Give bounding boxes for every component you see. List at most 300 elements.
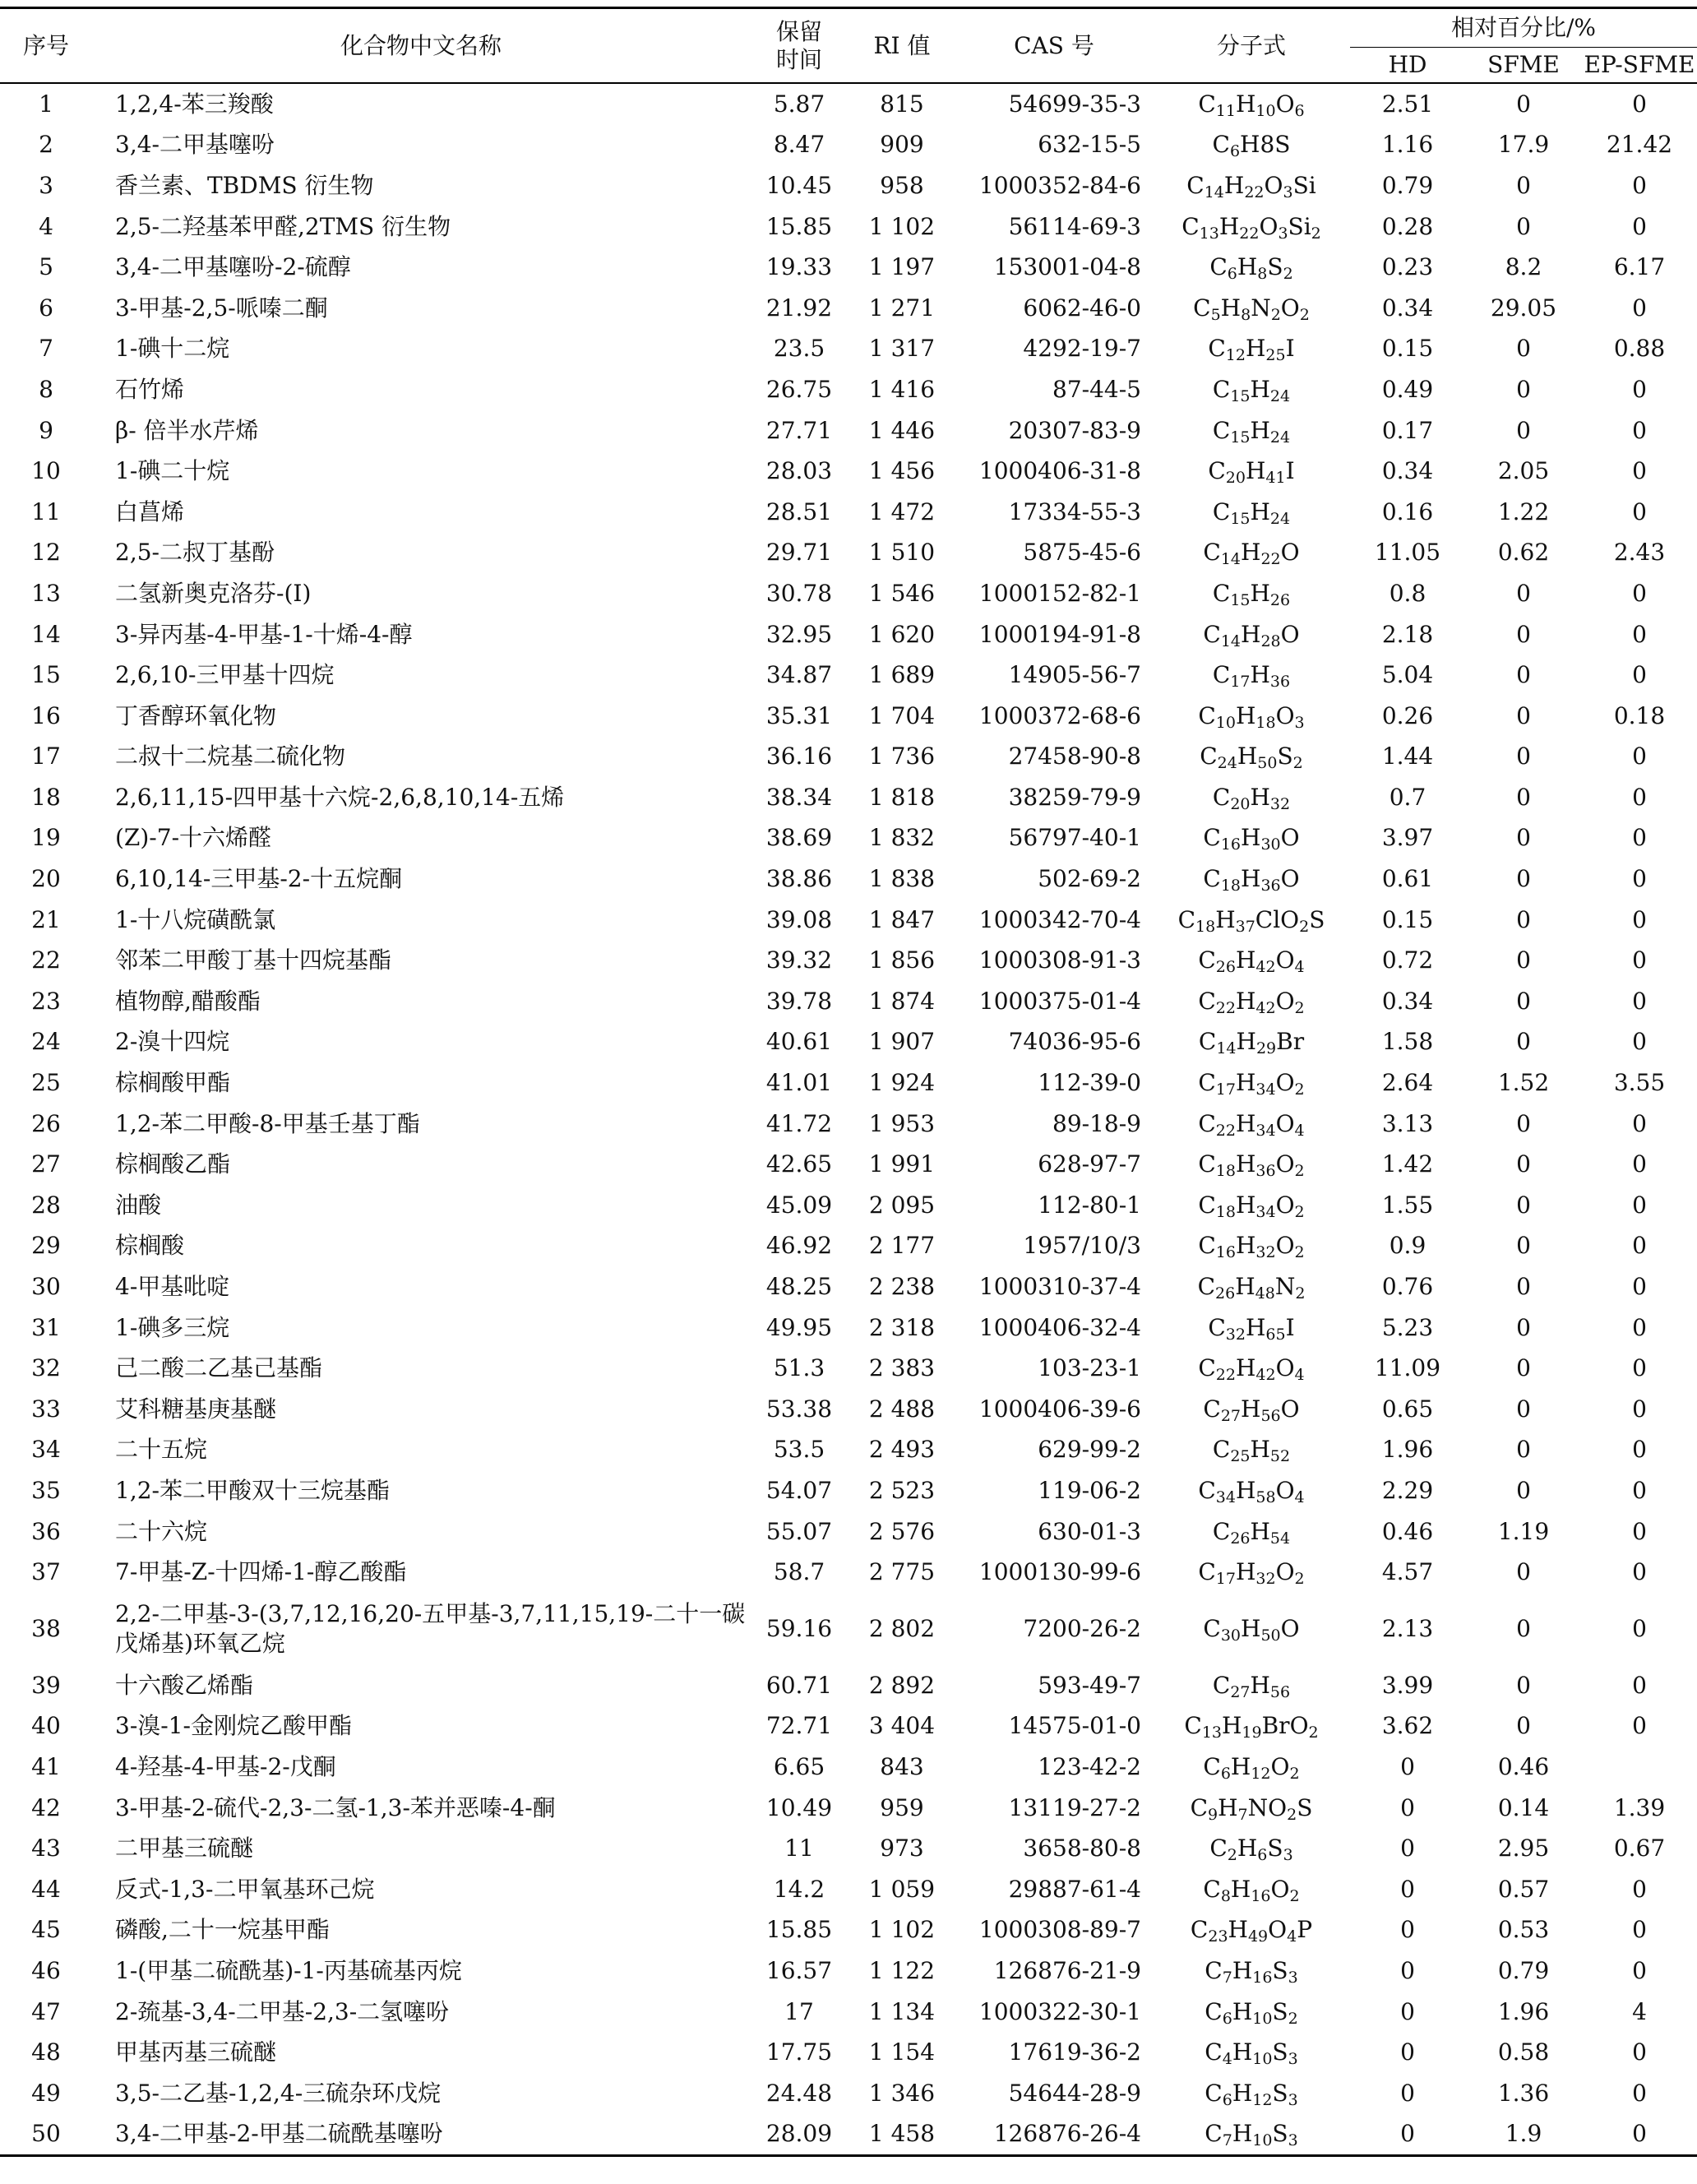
molecular-formula: $C_6H_8S_2$ bbox=[1209, 253, 1293, 284]
row-number: 50 bbox=[0, 2114, 92, 2156]
molecular-formula: $C_5H_8N_2O_2$ bbox=[1193, 294, 1310, 324]
molecular-formula: $C_{23}H_{49}O_4P$ bbox=[1190, 1916, 1313, 1946]
row-number: 25 bbox=[31, 1069, 61, 1097]
cas-number: 87-44-5 bbox=[1052, 375, 1141, 403]
ri-value: 2 523 bbox=[868, 1476, 936, 1504]
table-row bbox=[0, 737, 1697, 778]
compound-name: 石竹烯 bbox=[115, 375, 185, 403]
compound-name: 己二酸二乙基己基酯 bbox=[115, 1354, 323, 1382]
hd-percent: 0.49 bbox=[1381, 375, 1434, 403]
retention-time: 32.95 bbox=[765, 620, 833, 648]
table-row bbox=[0, 1910, 1697, 1951]
hd-percent: 0.61 bbox=[1381, 865, 1434, 893]
ep-sfme-percent: 0 bbox=[1632, 171, 1647, 199]
compound-name: 棕榈酸乙酯 bbox=[115, 1150, 231, 1178]
cas-number: 1000308-91-3 bbox=[978, 946, 1141, 974]
sfme-percent: 0 bbox=[1516, 1614, 1531, 1642]
hd-percent: 0.28 bbox=[1381, 212, 1434, 240]
retention-time: 41.72 bbox=[765, 1109, 833, 1137]
table-row bbox=[0, 1185, 1697, 1226]
table-row bbox=[0, 288, 1697, 329]
sfme-percent: 0.58 bbox=[1497, 2038, 1550, 2066]
row-number: 16 bbox=[31, 701, 61, 729]
molecular-formula: $C_{30}H_{50}O$ bbox=[1203, 1614, 1300, 1645]
compound-table bbox=[0, 7, 1697, 2157]
ep-sfme-percent: 0 bbox=[1632, 1354, 1647, 1382]
ep-sfme-percent: 0 bbox=[1632, 865, 1647, 893]
table-row bbox=[0, 1828, 1697, 1869]
hd-percent: 0.8 bbox=[1389, 579, 1426, 607]
ep-sfme-percent: 0 bbox=[1632, 579, 1647, 607]
molecular-formula: $C_{32}H_{65}I$ bbox=[1208, 1313, 1295, 1344]
table-body bbox=[0, 83, 1697, 2156]
retention-time: 45.09 bbox=[765, 1191, 833, 1219]
cas-number: 1000406-32-4 bbox=[978, 1313, 1141, 1341]
row-number: 40 bbox=[31, 1712, 61, 1740]
ep-sfme-percent: 0 bbox=[1632, 661, 1647, 689]
hd-percent: 2.18 bbox=[1381, 620, 1434, 648]
compound-name: 油酸 bbox=[115, 1191, 162, 1219]
sfme-percent: 0 bbox=[1516, 946, 1531, 974]
header-sfme: SFME bbox=[1487, 51, 1560, 78]
sfme-percent: 0 bbox=[1516, 335, 1531, 363]
retention-time: 30.78 bbox=[765, 579, 833, 607]
hd-percent: 2.64 bbox=[1381, 1069, 1434, 1097]
row-number: 17 bbox=[31, 743, 61, 770]
cas-number: 4292-19-7 bbox=[1023, 335, 1141, 363]
ep-sfme-percent: 0 bbox=[1632, 987, 1647, 1015]
cas-number: 1000194-91-8 bbox=[978, 620, 1141, 648]
cas-number: 1000372-68-6 bbox=[978, 701, 1141, 729]
hd-percent: 1.16 bbox=[1381, 131, 1434, 159]
molecular-formula: $C_{13}H_{19}BrO_2$ bbox=[1184, 1712, 1319, 1742]
ri-value: 2 775 bbox=[868, 1558, 936, 1586]
sfme-percent: 0 bbox=[1516, 905, 1531, 933]
table-row bbox=[0, 1747, 1697, 1788]
table-row bbox=[0, 1104, 1697, 1145]
ri-value: 2 318 bbox=[868, 1313, 936, 1341]
retention-time: 28.09 bbox=[750, 2114, 848, 2156]
compound-name: 棕榈酸甲酯 bbox=[115, 1069, 231, 1097]
header-cas: CAS 号 bbox=[955, 8, 1153, 84]
compound-name: 二叔十二烷基二硫化物 bbox=[115, 743, 346, 770]
molecular-formula: $C_{14}H_{28}O$ bbox=[1203, 620, 1300, 650]
molecular-formula: $C_{26}H_{54}$ bbox=[1212, 1517, 1291, 1548]
row-number: 46 bbox=[31, 1956, 61, 1984]
row-number: 26 bbox=[31, 1109, 61, 1137]
table-row bbox=[0, 818, 1697, 859]
table-row bbox=[0, 1788, 1697, 1829]
retention-time: 26.75 bbox=[765, 375, 833, 403]
retention-time: 28.03 bbox=[765, 457, 833, 485]
hd-percent: 0.15 bbox=[1381, 335, 1434, 363]
ep-sfme-percent: 0 bbox=[1632, 1712, 1647, 1740]
row-number: 31 bbox=[31, 1313, 61, 1341]
cas-number: 20307-83-9 bbox=[1008, 416, 1141, 444]
sfme-percent: 0 bbox=[1516, 212, 1531, 240]
table-row bbox=[0, 329, 1697, 370]
table-row bbox=[0, 2032, 1697, 2073]
cas-number: 1000352-84-6 bbox=[978, 171, 1141, 199]
compound-name: 1,2,4-苯三羧酸 bbox=[92, 83, 750, 125]
ri-value: 1 991 bbox=[868, 1150, 936, 1178]
sfme-percent: 0 bbox=[1516, 1395, 1531, 1423]
cas-number: 593-49-7 bbox=[1038, 1671, 1141, 1699]
row-number: 7 bbox=[39, 335, 53, 363]
table-row bbox=[0, 2073, 1697, 2114]
hd-percent: 0.46 bbox=[1381, 1517, 1434, 1545]
cas-number: 126876-21-9 bbox=[993, 1956, 1141, 1984]
molecular-formula: $C_{26}H_{42}O_4$ bbox=[1198, 946, 1305, 977]
sfme-percent: 1.19 bbox=[1497, 1517, 1550, 1545]
molecular-formula: $C_{20}H_{41}I$ bbox=[1208, 457, 1295, 488]
row-number: 11 bbox=[31, 497, 61, 525]
retention-time: 60.71 bbox=[765, 1671, 833, 1699]
retention-time: 29.71 bbox=[765, 539, 833, 567]
header-formula: 分子式 bbox=[1153, 8, 1350, 84]
hd-percent: 0.17 bbox=[1381, 416, 1434, 444]
hd-percent: 0.76 bbox=[1381, 1273, 1434, 1301]
table-row bbox=[0, 1470, 1697, 1511]
header-retention-time bbox=[750, 8, 848, 84]
compound-name: 反式-1,3-二甲氧基环己烷 bbox=[115, 1875, 375, 1903]
molecular-formula: $C_{15}H_{24}$ bbox=[1212, 416, 1291, 447]
molecular-formula: $C_{10}H_{18}O_3$ bbox=[1198, 701, 1305, 732]
ri-value: 1 456 bbox=[868, 457, 936, 485]
hd-percent: 3.13 bbox=[1381, 1109, 1434, 1137]
header-rt-line1: 保留 bbox=[775, 17, 822, 45]
compound-name: 白菖烯 bbox=[115, 497, 185, 525]
molecular-formula: $C_{17}H_{34}O_2$ bbox=[1198, 1069, 1305, 1099]
retention-time: 41.01 bbox=[765, 1069, 833, 1097]
molecular-formula: $C_{14}H_{22}O$ bbox=[1203, 539, 1300, 569]
retention-time: 8.47 bbox=[773, 131, 825, 159]
ri-value: 1 620 bbox=[868, 620, 936, 648]
molecular-formula: $C_{15}H_{24}$ bbox=[1212, 497, 1291, 528]
row-number: 15 bbox=[31, 661, 61, 689]
compound-name: 棕榈酸 bbox=[115, 1232, 185, 1260]
cas-number: 629-99-2 bbox=[1038, 1436, 1141, 1464]
molecular-formula: $C_{17}H_{36}$ bbox=[1212, 661, 1291, 692]
hd-percent: 0.65 bbox=[1381, 1395, 1434, 1423]
molecular-formula: $C_{25}H_{52}$ bbox=[1212, 1436, 1291, 1466]
retention-time: 10.49 bbox=[765, 1793, 833, 1821]
retention-time: 11 bbox=[784, 1835, 814, 1862]
compound-name: 7-甲基-Z-十四烯-1-醇乙酸酯 bbox=[115, 1558, 407, 1586]
retention-time: 59.16 bbox=[765, 1614, 833, 1642]
sfme-percent: 0 bbox=[1516, 824, 1531, 852]
retention-time: 34.87 bbox=[765, 661, 833, 689]
cas-number: 3658-80-8 bbox=[1023, 1835, 1141, 1862]
table-row bbox=[0, 1950, 1697, 1992]
ri-value: 1 122 bbox=[868, 1956, 936, 1984]
table-row bbox=[0, 1226, 1697, 1267]
cas-number: 38259-79-9 bbox=[1008, 783, 1141, 811]
table-row bbox=[0, 410, 1697, 451]
molecular-formula: $C_{22}H_{34}O_4$ bbox=[1198, 1109, 1305, 1140]
hd-percent: 5.23 bbox=[1381, 1313, 1434, 1341]
row-number: 44 bbox=[31, 1875, 61, 1903]
compound-name: 2-溴十四烷 bbox=[115, 1028, 230, 1056]
molecular-formula: $C_6H_{10}S_2$ bbox=[1205, 1997, 1298, 2028]
retention-time: 38.86 bbox=[765, 865, 833, 893]
table-row bbox=[0, 614, 1697, 655]
ri-value: 1 271 bbox=[868, 294, 936, 322]
retention-time: 53.5 bbox=[773, 1436, 825, 1464]
sfme-percent: 0 bbox=[1516, 987, 1531, 1015]
ep-sfme-percent: 0.88 bbox=[1613, 335, 1666, 363]
sfme-percent: 0.14 bbox=[1497, 1793, 1550, 1821]
ep-sfme-percent: 21.42 bbox=[1606, 131, 1673, 159]
cas-number: 56114-69-3 bbox=[1008, 212, 1141, 240]
compound-name: 1,2-苯二甲酸-8-甲基壬基丁酯 bbox=[115, 1109, 420, 1137]
hd-percent: 1.55 bbox=[1381, 1191, 1434, 1219]
compound-name: 4-羟基-4-甲基-2-戊酮 bbox=[115, 1752, 336, 1780]
cas-number: 27458-90-8 bbox=[1008, 743, 1141, 770]
ri-value: 2 095 bbox=[868, 1191, 936, 1219]
ep-sfme-percent: 0 bbox=[1632, 1150, 1647, 1178]
retention-time: 6.65 bbox=[773, 1752, 825, 1780]
sfme-percent: 0 bbox=[1516, 1558, 1531, 1586]
ri-value: 1 059 bbox=[868, 1875, 936, 1903]
molecular-formula: $C_9H_7NO_2S$ bbox=[1190, 1793, 1313, 1824]
cas-number: 74036-95-6 bbox=[1008, 1028, 1141, 1056]
cas-number: 1000308-89-7 bbox=[978, 1916, 1141, 1944]
hd-percent: 1.96 bbox=[1381, 1436, 1434, 1464]
cas-number: 17334-55-3 bbox=[1008, 497, 1141, 525]
retention-time: 38.34 bbox=[765, 783, 833, 811]
ep-sfme-percent bbox=[1582, 1747, 1697, 1788]
compound-name: 2,6,10-三甲基十四烷 bbox=[115, 661, 335, 689]
table-row bbox=[0, 369, 1697, 410]
hd-percent: 0.23 bbox=[1381, 253, 1434, 281]
compound-name: 3-甲基-2,5-哌嗪二酮 bbox=[115, 294, 328, 322]
hd-percent: 1.58 bbox=[1381, 1028, 1434, 1056]
ep-sfme-percent: 0 bbox=[1632, 457, 1647, 485]
cas-number: 153001-04-8 bbox=[993, 253, 1141, 281]
header-ri: RI 值 bbox=[848, 8, 955, 84]
row-number: 34 bbox=[31, 1436, 61, 1464]
retention-time: 72.71 bbox=[765, 1712, 833, 1740]
ep-sfme-percent: 3.55 bbox=[1613, 1069, 1666, 1097]
header-relative-percent: 相对百分比/% bbox=[1350, 8, 1697, 48]
hd-percent: 0 bbox=[1400, 1752, 1415, 1780]
sfme-percent: 0 bbox=[1516, 1232, 1531, 1260]
sfme-percent: 0.46 bbox=[1497, 1752, 1550, 1780]
row-number: 43 bbox=[31, 1835, 61, 1862]
ep-sfme-percent: 0 bbox=[1632, 1191, 1647, 1219]
row-number: 38 bbox=[31, 1614, 61, 1642]
retention-time: 39.78 bbox=[765, 987, 833, 1015]
table-header bbox=[0, 8, 1697, 84]
ep-sfme-percent: 0.67 bbox=[1613, 1835, 1666, 1862]
cas-number: 14575-01-0 bbox=[1008, 1712, 1141, 1740]
table-row bbox=[0, 696, 1697, 737]
hd-percent: 11.05 bbox=[1374, 539, 1441, 567]
cas-number: 1000322-30-1 bbox=[978, 1997, 1141, 2025]
retention-time: 36.16 bbox=[765, 743, 833, 770]
row-number: 10 bbox=[31, 457, 61, 485]
row-number: 4 bbox=[39, 212, 53, 240]
sfme-percent: 0 bbox=[1516, 865, 1531, 893]
hd-percent: 4.57 bbox=[1381, 1558, 1434, 1586]
cas-number: 103-23-1 bbox=[1038, 1354, 1141, 1382]
hd-percent: 0 bbox=[1400, 1956, 1415, 1984]
molecular-formula: $C_2H_6S_3$ bbox=[1209, 1835, 1293, 1865]
cas-number: 56797-40-1 bbox=[1008, 824, 1141, 852]
row-number: 21 bbox=[31, 905, 61, 933]
cas-number: 123-42-2 bbox=[1038, 1752, 1141, 1780]
molecular-formula: $C_6H8S$ bbox=[1212, 131, 1291, 161]
hd-percent: 0 bbox=[1400, 1793, 1415, 1821]
sfme-percent: 1.9 bbox=[1465, 2114, 1582, 2156]
ri-value: 1 838 bbox=[868, 865, 936, 893]
table-row bbox=[0, 777, 1697, 818]
table-row bbox=[0, 573, 1697, 614]
cas-number: 119-06-2 bbox=[1038, 1476, 1141, 1504]
table-row bbox=[0, 981, 1697, 1022]
cas-number: 1000130-99-6 bbox=[978, 1558, 1141, 1586]
molecular-formula: $C_{16}H_{30}O$ bbox=[1203, 824, 1300, 854]
row-number: 5 bbox=[39, 253, 53, 281]
molecular-formula: $C_{13}H_{22}O_3Si_2$ bbox=[1181, 212, 1321, 243]
row-number: 20 bbox=[31, 865, 61, 893]
ri-value: 1 953 bbox=[868, 1109, 936, 1137]
row-number: 30 bbox=[31, 1273, 61, 1301]
ep-sfme-percent: 0 bbox=[1632, 1956, 1647, 1984]
molecular-formula: $C_7H_{10}S_3$ bbox=[1153, 2114, 1350, 2156]
cas-number: 29887-61-4 bbox=[1008, 1875, 1141, 1903]
retention-time: 17 bbox=[784, 1997, 814, 2025]
ri-value: 909 bbox=[880, 131, 924, 159]
row-number: 1 bbox=[0, 83, 92, 125]
cas-number: 1000406-31-8 bbox=[978, 457, 1141, 485]
compound-name: 3-甲基-2-硫代-2,3-二氢-1,3-苯并恶嗪-4-酮 bbox=[115, 1793, 556, 1821]
molecular-formula: $C_6H_{12}O_2$ bbox=[1203, 1752, 1300, 1783]
hd-percent: 1.42 bbox=[1381, 1150, 1434, 1178]
molecular-formula: $C_{27}H_{56}$ bbox=[1212, 1671, 1291, 1701]
hd-percent: 0 bbox=[1400, 2038, 1415, 2066]
sfme-percent: 0.79 bbox=[1497, 1956, 1550, 1984]
sfme-percent: 0 bbox=[1516, 661, 1531, 689]
sfme-percent: 0 bbox=[1516, 1191, 1531, 1219]
hd-percent: 11.09 bbox=[1374, 1354, 1441, 1382]
hd-percent: 0 bbox=[1400, 1835, 1415, 1862]
sfme-percent: 0 bbox=[1516, 1109, 1531, 1137]
sfme-percent: 0.53 bbox=[1497, 1916, 1550, 1944]
retention-time: 38.69 bbox=[765, 824, 833, 852]
ep-sfme-percent: 0 bbox=[1632, 1614, 1647, 1642]
ep-sfme-percent: 0 bbox=[1632, 905, 1647, 933]
hd-percent: 0.9 bbox=[1389, 1232, 1426, 1260]
retention-time: 17.75 bbox=[765, 2038, 833, 2066]
ep-sfme-percent: 0 bbox=[1632, 212, 1647, 240]
compound-name: 丁香醇环氧化物 bbox=[115, 701, 277, 729]
molecular-formula: $C_{17}H_{32}O_2$ bbox=[1198, 1558, 1305, 1589]
compound-name: 1-碘二十烷 bbox=[115, 457, 230, 485]
retention-time: 16.57 bbox=[765, 1956, 833, 1984]
ri-value: 843 bbox=[880, 1752, 924, 1780]
retention-time: 27.71 bbox=[765, 416, 833, 444]
table-row bbox=[0, 1144, 1697, 1185]
ep-sfme-percent: 6.17 bbox=[1613, 253, 1666, 281]
ep-sfme-percent: 0 bbox=[1632, 1395, 1647, 1423]
sfme-percent: 0 bbox=[1516, 1273, 1531, 1301]
row-number: 13 bbox=[31, 579, 61, 607]
molecular-formula: $C_{16}H_{32}O_2$ bbox=[1198, 1232, 1305, 1262]
molecular-formula: $C_7H_{16}S_3$ bbox=[1205, 1956, 1298, 1987]
compound-name bbox=[92, 1593, 750, 1665]
retention-time: 15.85 bbox=[765, 212, 833, 240]
cas-number: 5875-45-6 bbox=[1023, 539, 1141, 567]
molecular-formula: $C_{12}H_{25}I$ bbox=[1208, 335, 1295, 365]
compound-name: 1-碘十二烷 bbox=[115, 335, 230, 363]
cas-number: 13119-27-2 bbox=[1008, 1793, 1141, 1821]
sfme-percent: 0 bbox=[1516, 620, 1531, 648]
molecular-formula: $C_{20}H_{32}$ bbox=[1212, 783, 1291, 813]
retention-time: 39.08 bbox=[765, 905, 833, 933]
hd-percent: 0.34 bbox=[1381, 987, 1434, 1015]
sfme-percent: 17.9 bbox=[1497, 131, 1550, 159]
ep-sfme-percent: 0 bbox=[1632, 416, 1647, 444]
sfme-percent: 29.05 bbox=[1490, 294, 1557, 322]
ri-value: 2 802 bbox=[868, 1614, 936, 1642]
retention-time: 46.92 bbox=[765, 1232, 833, 1260]
ep-sfme-percent: 0 bbox=[1632, 1273, 1647, 1301]
compound-name: 4-甲基吡啶 bbox=[115, 1273, 230, 1301]
table-row bbox=[0, 492, 1697, 533]
retention-time: 5.87 bbox=[750, 83, 848, 125]
row-number: 22 bbox=[31, 946, 61, 974]
ri-value: 1 416 bbox=[868, 375, 936, 403]
molecular-formula: $C_{18}H_{36}O$ bbox=[1203, 865, 1300, 895]
hd-percent: 0 bbox=[1400, 2079, 1415, 2107]
row-number: 3 bbox=[39, 171, 53, 199]
row-number: 9 bbox=[39, 416, 53, 444]
molecular-formula: $C_{18}H_{36}O_2$ bbox=[1198, 1150, 1305, 1181]
cas-number: 112-80-1 bbox=[1038, 1191, 1141, 1219]
ep-sfme-percent: 0 bbox=[1632, 2079, 1647, 2107]
sfme-percent: 0 bbox=[1516, 1028, 1531, 1056]
compound-name: 3-异丙基-4-甲基-1-十烯-4-醇 bbox=[115, 620, 413, 648]
row-number: 41 bbox=[31, 1752, 61, 1780]
table-row bbox=[0, 1266, 1697, 1307]
header-rt-line2: 时间 bbox=[775, 45, 822, 73]
hd-percent: 0.34 bbox=[1381, 294, 1434, 322]
ep-sfme-percent: 0 bbox=[1632, 375, 1647, 403]
table-row bbox=[0, 83, 1697, 125]
ep-sfme-percent: 0 bbox=[1632, 294, 1647, 322]
cas-number: 14905-56-7 bbox=[1008, 661, 1141, 689]
ri-value: 815 bbox=[848, 83, 955, 125]
sfme-percent: 0.57 bbox=[1497, 1875, 1550, 1903]
ep-sfme-percent: 0 bbox=[1632, 497, 1647, 525]
row-number: 39 bbox=[31, 1671, 61, 1699]
sfme-percent: 0 bbox=[1516, 1313, 1531, 1341]
sfme-percent: 0 bbox=[1516, 1436, 1531, 1464]
row-number: 29 bbox=[31, 1232, 61, 1260]
row-number: 18 bbox=[31, 783, 61, 811]
ri-value: 1 102 bbox=[868, 212, 936, 240]
row-number: 47 bbox=[31, 1997, 61, 2025]
hd-percent: 2.51 bbox=[1350, 83, 1465, 125]
cas-number: 1000342-70-4 bbox=[978, 905, 1141, 933]
sfme-percent: 1.22 bbox=[1497, 497, 1550, 525]
molecular-formula: $C_{15}H_{24}$ bbox=[1212, 375, 1291, 405]
sfme-percent: 0 bbox=[1516, 416, 1531, 444]
compound-name: 1-碘多三烷 bbox=[115, 1313, 230, 1341]
row-number: 45 bbox=[31, 1916, 61, 1944]
